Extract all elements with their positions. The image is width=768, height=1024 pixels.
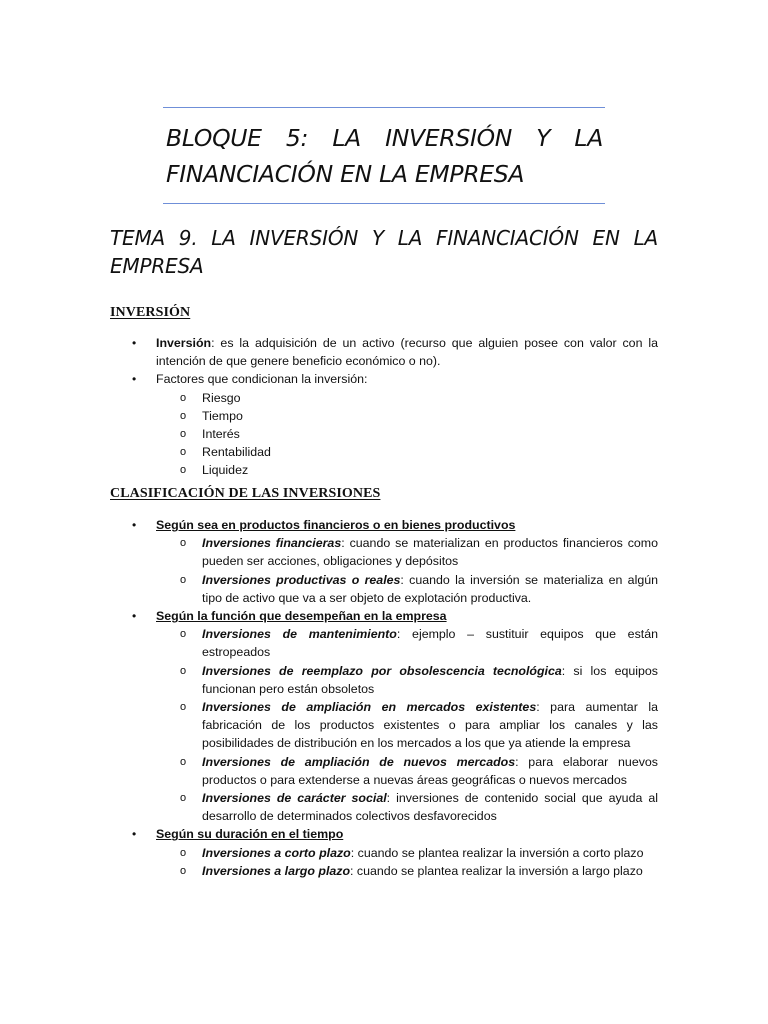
section-heading-inversion: INVERSIÓN: [110, 305, 191, 320]
item-text: : para elaborar nuevos productos o para extenderse a nuevas áreas geográficas o nuevos mercados: [202, 754, 658, 787]
bullet-icon: •: [132, 518, 137, 532]
tema-title: TEMA 9. LA INVERSIÓN Y LA FINANCIACIÓN EN LA EMPRESA: [110, 226, 658, 278]
item-term: Inversiones a corto plazo: [202, 845, 351, 860]
item-term: Inversiones de ampliación en mercados existentes: [202, 700, 537, 715]
circle-bullet-icon: o: [180, 701, 187, 714]
list-item-classification: [0, 844, 658, 862]
bullet-icon: •: [132, 827, 137, 842]
list-item-classification: [0, 625, 658, 661]
circle-bullet-icon: o: [180, 573, 187, 586]
group-title-label: Según sea en productos financieros o en bienes productivos: [156, 518, 516, 532]
circle-bullet-icon: o: [180, 446, 187, 459]
circle-bullet-icon: o: [180, 464, 187, 477]
factor-label: Tiempo: [202, 408, 243, 423]
circle-bullet-icon: o: [180, 846, 187, 859]
circle-bullet-icon: o: [180, 409, 187, 422]
list-item-classification: [0, 698, 658, 753]
list-item-factors: [0, 370, 658, 388]
circle-bullet-icon: o: [180, 537, 187, 550]
item-term: Inversiones de reemplazo por obsolescencia tecnológica: [202, 663, 562, 678]
block-title: BLOQUE 5: LA INVERSIÓN Y LA FINANCIACIÓN EN LA EMPRESA: [166, 124, 603, 188]
group-title-productos: [0, 516, 658, 534]
factor-label: Riesgo: [202, 390, 241, 405]
circle-bullet-icon: o: [180, 664, 187, 677]
list-item-definition: [0, 334, 658, 370]
list-item-factor: [0, 407, 658, 425]
block-title-box: [163, 107, 605, 204]
list-item-factor: [0, 443, 658, 461]
circle-bullet-icon: o: [180, 391, 187, 404]
list-item-classification: [0, 662, 658, 698]
bullet-icon: •: [132, 609, 137, 624]
item-text: : inversiones de contenido social que ayuda al desarrollo de determinados colectivos desfavorecidos: [202, 791, 658, 824]
definition-text: : es la adquisición de un activo (recurso que alguien posee con valor con la intención de que genere beneficio económico o no).: [156, 336, 658, 369]
factor-label: Interés: [202, 427, 240, 442]
item-term: Inversiones productivas o reales: [202, 572, 401, 587]
clasificacion-list: [0, 516, 768, 880]
list-item-classification: [0, 862, 658, 880]
item-term: Inversiones de ampliación de nuevos mercados: [202, 754, 516, 769]
group-title-funcion: [0, 607, 658, 625]
group-title-duracion: [0, 825, 658, 843]
group-title-label: Según su duración en el tiempo: [156, 827, 344, 842]
item-term: Inversiones de carácter social: [202, 791, 387, 806]
circle-bullet-icon: o: [180, 428, 187, 441]
inversion-list: [0, 334, 768, 480]
circle-bullet-icon: o: [180, 864, 187, 877]
list-item-classification: [0, 571, 658, 607]
item-text: : cuando se plantea realizar la inversión a corto plazo: [350, 845, 644, 860]
list-item-factor: [0, 389, 658, 407]
item-text: : ejemplo – sustituir equipos que están estropeados: [202, 627, 658, 660]
definition-term: Inversión: [156, 336, 212, 350]
section-heading-clasificacion: CLASIFICACIÓN DE LAS INVERSIONES: [110, 486, 381, 501]
item-text: : si los equipos funcionan pero están obsoletos: [202, 663, 658, 696]
item-text: : para aumentar la fabricación de los productos existentes o para ampliar los canales y las posibilidades de distribución en los mercados a los que ya atiende la empresa: [202, 700, 658, 751]
circle-bullet-icon: o: [180, 755, 187, 768]
list-item-factor: [0, 461, 658, 479]
bullet-icon: •: [132, 372, 137, 387]
list-item-classification: [0, 789, 658, 825]
group-title-label: Según la función que desempeñan en la empresa: [156, 609, 447, 624]
circle-bullet-icon: o: [180, 628, 187, 641]
list-item-classification: [0, 753, 658, 789]
item-term: Inversiones de mantenimiento: [202, 627, 397, 642]
list-item-classification: [0, 534, 658, 570]
bullet-icon: •: [132, 336, 137, 350]
item-text: : cuando se plantea realizar la inversión a largo plazo: [350, 863, 643, 878]
circle-bullet-icon: o: [180, 792, 187, 805]
item-term: Inversiones a largo plazo: [202, 863, 351, 878]
item-text: : cuando se materializan en productos financieros como pueden ser acciones, obligaciones y depósitos: [202, 536, 658, 569]
factor-label: Liquidez: [202, 463, 249, 478]
factor-label: Rentabilidad: [202, 445, 271, 460]
factors-intro: Factores que condicionan la inversión:: [156, 372, 368, 387]
list-item-factor: [0, 425, 658, 443]
item-term: Inversiones financieras: [202, 536, 342, 551]
item-text: : cuando la inversión se materializa en algún tipo de activo que va a ser objeto de explotación productiva.: [202, 572, 658, 605]
